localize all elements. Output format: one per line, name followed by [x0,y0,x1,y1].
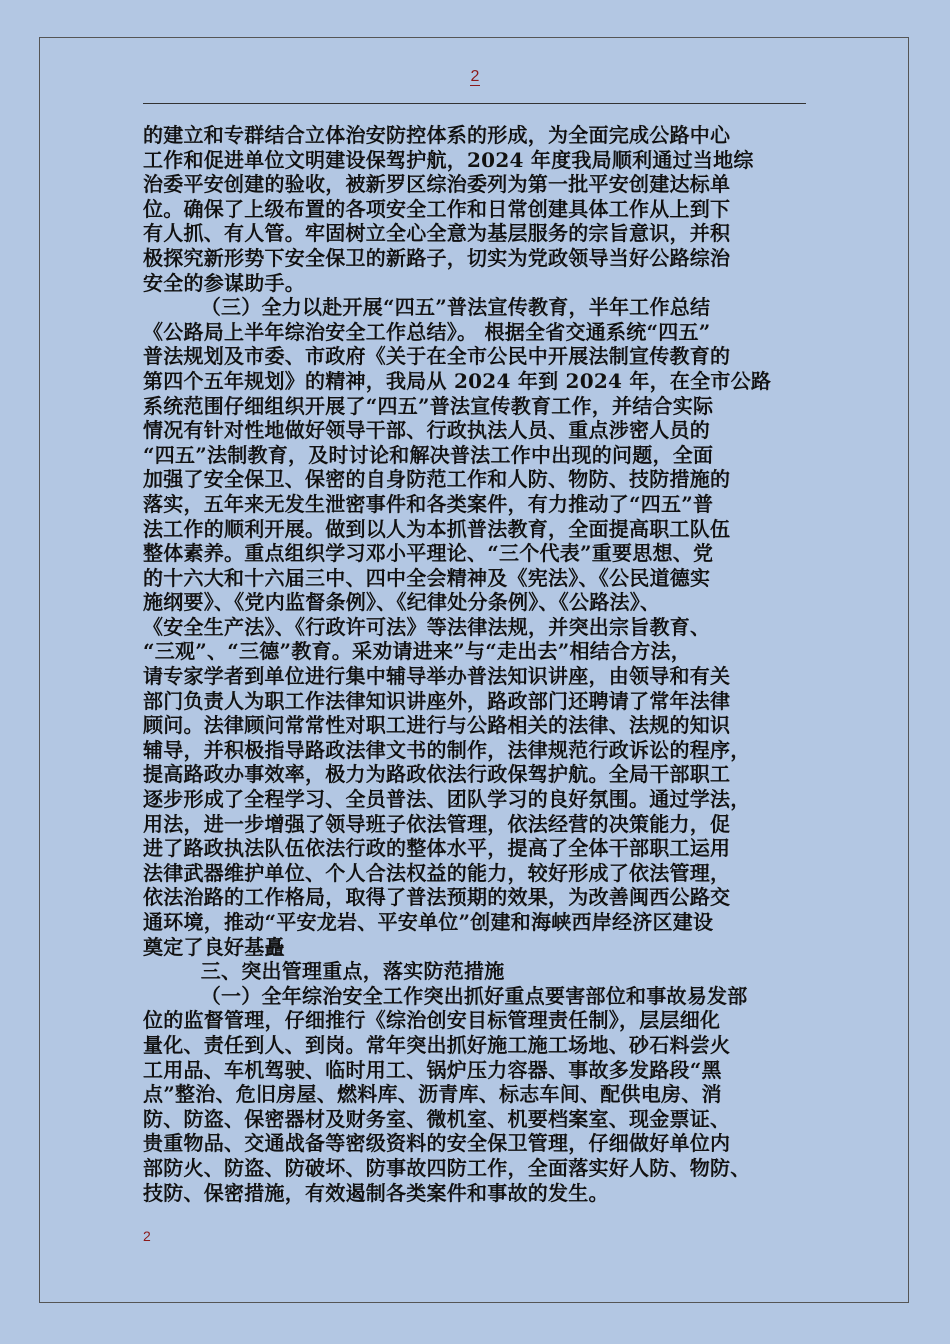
text-line: 《公路局上半年综治安全工作总结》。 根据全省交通系统“四五” [143,319,711,344]
text-line: 落实，五年来无发生泄密事件和各类案件，有力推动了“四五”普 [143,491,714,516]
text-line: 用法，进一步增强了领导班子依法管理，依法经营的决策能力，促 [143,811,731,836]
footer-page-number: 2 [143,1228,151,1244]
text-line: 点”整治、危旧房屋、燃料库、沥青库、标志车间、配供电房、消 [143,1082,722,1107]
text-line: 进了路政执法队伍依法行政的整体水平，提高了全体干部职工运用 [143,836,731,861]
text-line: 法律武器维护单位、个人合法权益的能力，较好形成了依法管理， [143,860,731,885]
text-line: 技防、保密措施，有效遏制各类案件和事故的发生。 [143,1180,609,1205]
text-line: 情况有针对性地做好领导干部、行政执法人员、重点涉密人员的 [143,418,710,443]
text-line: 工作和促进单位文明建设保驾护航，2024 年度我局顺利通过当地综 [143,147,754,172]
header-page-number [0,68,950,86]
text-line: 位的监督管理，仔细推行《综治创安目标管理责任制》，层层细化 [143,1008,721,1033]
text-line: 治委平安创建的验收，被新罗区综治委列为第一批平安创建达标单 [143,172,731,197]
text-line: 三、突出管理重点，落实防范措施 [143,959,505,984]
text-line: 依法治路的工作格局，取得了普法预期的效果，为改善闽西公路交 [143,885,731,910]
text-line: 第四个五年规划》的精神，我局从 2024 年到 2024 年，在全市公路 [143,368,772,393]
text-line: 辅导，并积极指导路政法律文书的制作，法律规范行政诉讼的程序， [143,737,751,762]
text-line: 位。确保了上级布置的各项安全工作和日常创建具体工作从上到下 [143,196,731,221]
document-body [143,123,823,1205]
text-line: “三观”、“三德”教育。采劝请进来”与“走出去”相结合方法， [143,639,692,664]
text-line: 法工作的顺利开展。做到以人为本抓普法教育，全面提高职工队伍 [143,516,731,541]
text-line: 极探究新形势下安全保卫的新路子，切实为党政领导当好公路综治 [143,245,731,270]
text-line: 《安全生产法》、《行政许可法》等法律法规，并突出宗旨教育、 [143,614,711,639]
text-line: 整体素养。重点组织学习邓小平理论、“三个代表”重要思想、党 [143,541,714,566]
text-line: 逐步形成了全程学习、全员普法、团队学习的良好氛围。通过学法， [143,787,751,812]
text-line: 系统范围仔细组织开展了“四五”普法宣传教育工作，并结合实际 [143,393,714,418]
text-line: 奠定了良好基矗 [143,934,285,959]
text-line: 量化、责任到人、到岗。常年突出抓好施工施工场地、砂石料尝火 [143,1032,731,1057]
text-line: “四五”法制教育，及时讨论和解决普法工作中出现的问题，全面 [143,442,714,467]
text-line: 提高路政办事效率，极力为路政依法行政保驾护航。全局干部职工 [143,762,731,787]
text-line: 部防火、防盗、防破坏、防事故四防工作，全面落实好人防、物防、 [143,1155,751,1180]
text-line: 普法规划及市委、市政府《关于在全市公民中开展法制宣传教育的 [143,344,731,369]
text-line: 的十六大和十六届三中、四中全会精神及《宪法》、《公民道德实 [143,565,711,590]
text-line: 请专家学者到单位进行集中辅导举办普法知识讲座，由领导和有关 [143,664,731,689]
text-line: 顾问。法律顾问常常性对职工进行与公路相关的法律、法规的知识 [143,713,731,738]
text-line: 有人抓、有人管。牢固树立全心全意为基层服务的宗旨意识，并积 [143,221,731,246]
header-rule [143,103,806,104]
text-line: 施纲要》、《党内监督条例》、《纪律处分条例》、《公路法》、 [143,590,661,615]
text-line: （一）全年综治安全工作突出抓好重点要害部位和事故易发部 [143,983,748,1008]
text-line: 贵重物品、交通战备等密级资料的安全保卫管理，仔细做好单位内 [143,1131,731,1156]
text-line: 工用品、车机驾驶、临时用工、锅炉压力容器、事故多发路段“黑 [143,1057,722,1082]
text-line: （三）全力以赴开展“四五”普法宣传教育，半年工作总结 [143,295,711,320]
text-line: 防、防盗、保密器材及财务室、微机室、机要档案室、现金票证、 [143,1106,731,1131]
text-line: 的建立和专群结合立体治安防控体系的形成，为全面完成公路中心 [143,123,731,147]
header-page-number-text: 2 [470,68,480,85]
text-line: 部门负责人为职工作法律知识讲座外，路政部门还聘请了常年法律 [143,688,731,713]
text-line: 加强了安全保卫、保密的自身防范工作和人防、物防、技防措施的 [143,467,731,492]
text-line: 安全的参谋助手。 [143,270,305,295]
text-line: 通环境，推动“平安龙岩、平安单位”创建和海峡西岸经济区建设 [143,910,714,934]
